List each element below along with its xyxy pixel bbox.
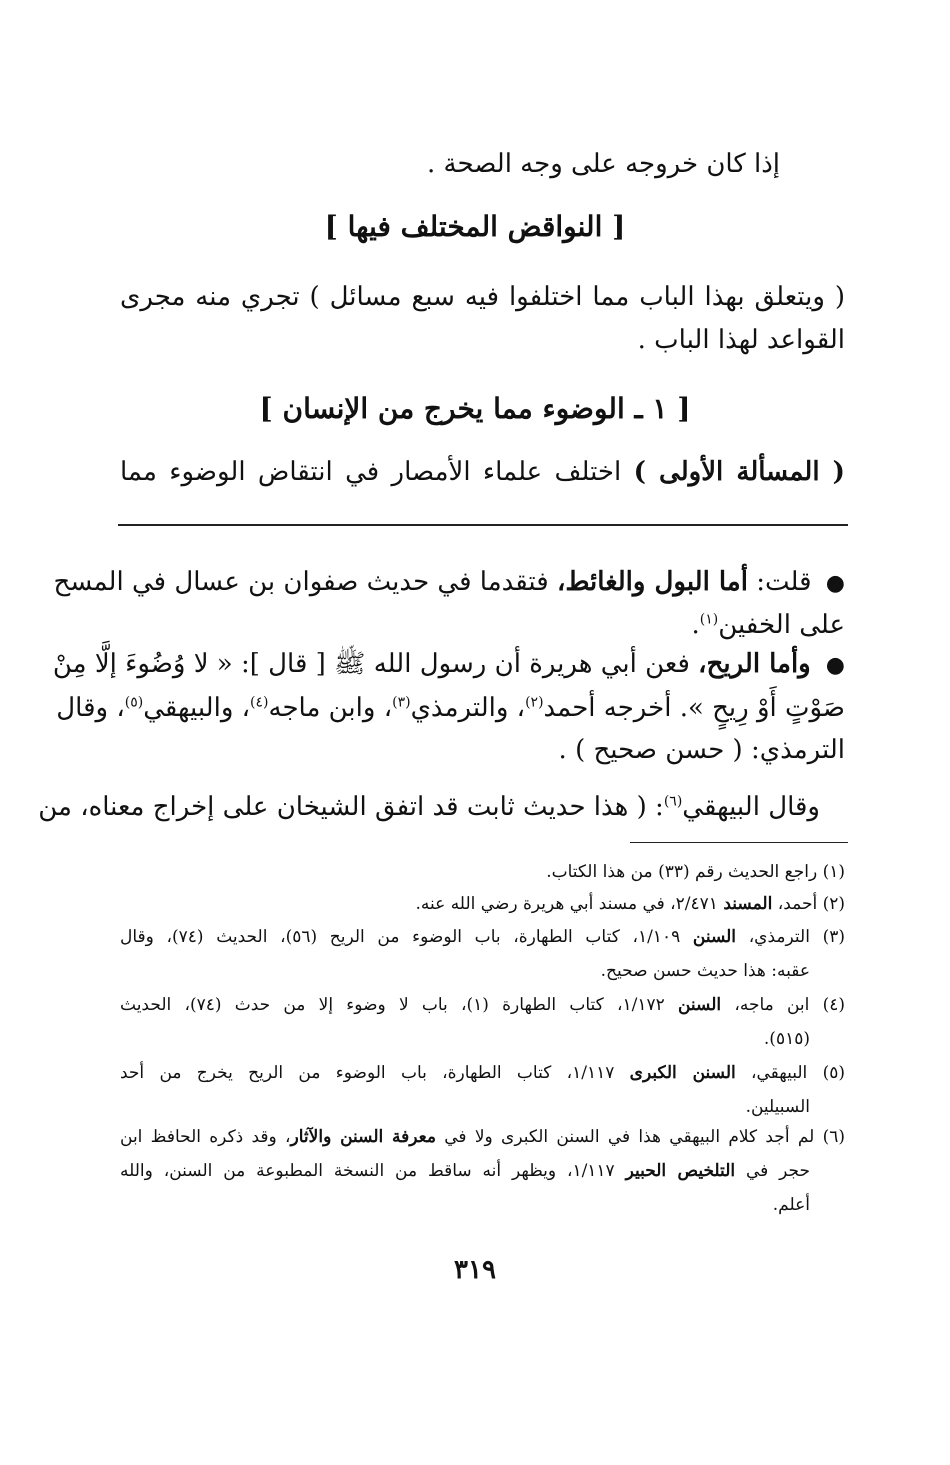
commentary-line — [56, 686, 845, 730]
footnote-text: عقبه: هذا حديث حسن صحيح. — [600, 961, 810, 981]
body-text: القواعد لهذا الباب . — [637, 325, 845, 355]
footnote-bold: السنن الكبرى — [629, 1063, 736, 1083]
footnote-text: (٥) البيهقي، — [735, 1063, 845, 1083]
commentary-bold: وأما الريح، — [698, 649, 820, 679]
footnote-text: (٤) ابن ماجه، — [721, 995, 846, 1015]
footnote — [120, 990, 845, 1020]
commentary-text: فعن أبي هريرة أن رسول الله ﷺ [ قال ]: « لا وُضُوءَ إلَّا مِنْ — [52, 649, 699, 679]
footnote-ref: (٥) — [124, 694, 144, 711]
bullet-icon: ● — [825, 571, 845, 596]
footnote-text: (٢) أحمد، — [772, 894, 845, 914]
footnote — [120, 857, 845, 887]
footnote-text: أعلم. — [772, 1195, 810, 1215]
footnote-text: السبيلين. — [745, 1097, 810, 1117]
commentary-text: : ( هذا حديث ثابت قد اتفق الشيخان على إخراج معناه، من — [38, 792, 664, 822]
footnote-ref: (٣) — [392, 694, 411, 711]
footnote-text: (٣) الترمذي، — [736, 927, 845, 947]
footnote-bold: السنن — [677, 995, 722, 1015]
commentary-text: وقال البيهقي — [682, 792, 820, 822]
footnote-text: (١) راجع الحديث رقم (٣٣) من هذا الكتاب. — [546, 862, 845, 882]
body-text: ( ويتعلق بهذا الباب مما اختلفوا فيه سبع مسائل ) تجري منه مجرى — [120, 282, 845, 312]
commentary-text: . — [691, 610, 700, 640]
footnote — [120, 1122, 845, 1152]
section-heading: [ النواقض المختلف فيها ] — [324, 210, 626, 243]
footnote-text: ١/١٧٢، كتاب الطهارة (١)، باب لا وضوء إلا من حدث (٧٤)، الحديث — [120, 995, 678, 1015]
footnote-bold: المسند — [723, 894, 773, 914]
commentary-text: الترمذي: ( حسن صحيح ) . — [558, 735, 845, 765]
body-text: اختلف علماء الأمصار في انتقاض الوضوء مما — [120, 457, 634, 487]
footnote-ref: (٦) — [663, 793, 683, 810]
footnote — [120, 1156, 810, 1186]
footnote — [120, 1092, 810, 1122]
commentary-text: ، والبيهقي — [143, 693, 251, 723]
body-line — [120, 450, 845, 494]
footnote-text: ، وقد ذكره الحافظ ابن — [120, 1127, 291, 1147]
footnote-divider — [630, 842, 848, 843]
commentary-text: فتقدما في حديث صفوان بن عسال في المسح — [53, 567, 557, 597]
footnote-text: (٥١٥). — [763, 1029, 810, 1049]
footnote — [120, 922, 845, 952]
section-heading: [ ١ ـ الوضوء مما يخرج من الإنسان ] — [259, 392, 691, 425]
footnote — [120, 956, 810, 986]
body-line — [120, 318, 845, 362]
commentary-text: ، والترمذي — [410, 693, 526, 723]
footnote — [120, 889, 845, 919]
commentary-line — [38, 785, 820, 829]
commentary-bold: أما البول والغائط، — [556, 567, 748, 597]
body-line — [120, 275, 845, 319]
commentary-line — [52, 642, 845, 688]
commentary-text: صَوْتٍ أَوْ رِيحٍ ». أخرجه أحمد — [543, 693, 845, 723]
body-text: إذا كان خروجه على وجه الصحة . — [426, 149, 780, 179]
bullet-icon: ● — [825, 653, 845, 678]
commentary-line — [120, 728, 845, 772]
footnote — [120, 1190, 810, 1220]
commentary-text: ، وقال — [56, 693, 125, 723]
page-number: ٣١٩ — [454, 1255, 496, 1285]
footnote-bold: التلخيص الحبير — [625, 1161, 736, 1181]
commentary-line — [120, 603, 845, 647]
footnote-bold: السنن — [692, 927, 737, 947]
footnote-bold: معرفة السنن والآثار — [290, 1127, 436, 1147]
footnote-text: (٦) لم أجد كلام البيهقي هذا في السنن الكبرى ولا في — [435, 1127, 846, 1147]
body-line — [427, 142, 780, 186]
footnote-text: ٢/٤٧١، في مسند أبي هريرة رضي الله عنه. — [415, 894, 724, 914]
commentary-line — [53, 560, 845, 606]
commentary-text: قلت: — [747, 567, 820, 597]
commentary-text: على الخفين — [718, 610, 845, 640]
footnote — [120, 1024, 810, 1054]
footnote-ref: (٤) — [250, 694, 269, 711]
question-title: ( المسألة الأولى ) — [633, 457, 845, 487]
footnote-text: ١/١١٧، كتاب الطهارة، باب الوضوء من الريح يخرج من أحد — [120, 1063, 630, 1083]
footnote-text: ١/١٠٩، كتاب الطهارة، باب الوضوء من الريح (٥٦)، الحديث (٧٤)، وقال — [120, 927, 693, 947]
footnote-text: ١/١١٧، ويظهر أنه ساقط من النسخة المطبوعة من السنن، والله — [120, 1161, 626, 1181]
commentary-text: ، وابن ماجه — [268, 693, 393, 723]
footnote-text: حجر في — [735, 1161, 811, 1181]
footnote — [120, 1058, 845, 1088]
section-divider — [118, 524, 848, 526]
footnote-ref: (٢) — [525, 694, 544, 711]
footnote-ref: (١) — [699, 611, 719, 628]
